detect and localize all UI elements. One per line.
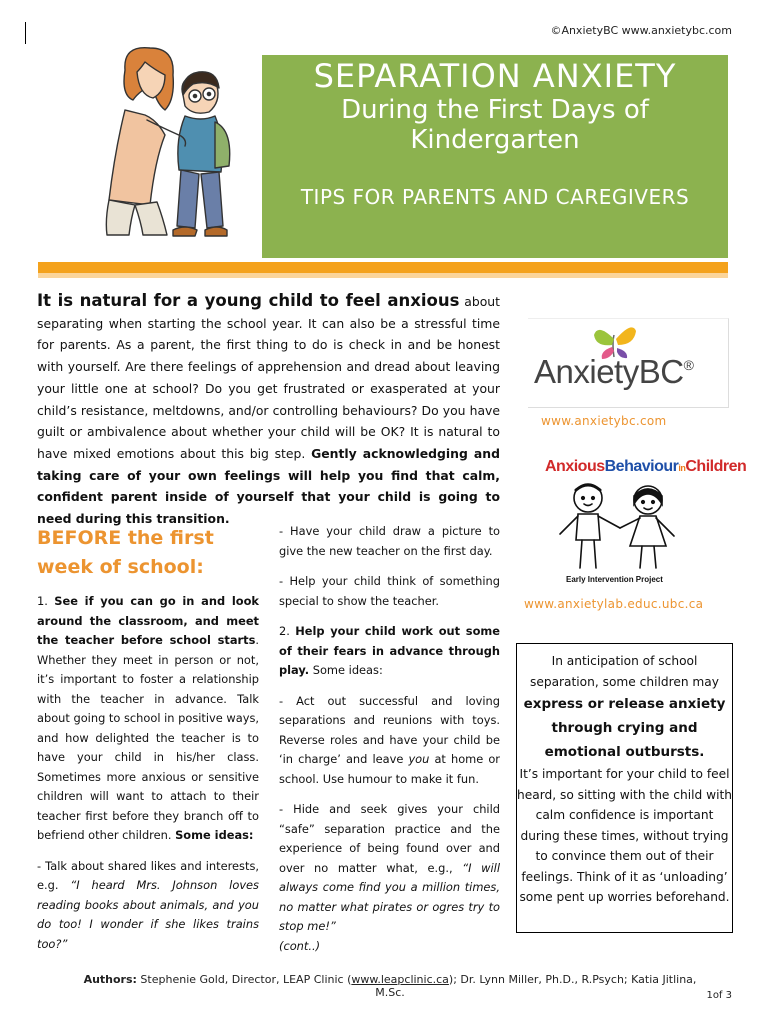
wordmark-text: AnxietyBC bbox=[534, 353, 684, 390]
children-holding-hands-icon bbox=[550, 480, 690, 575]
copyright-notice: ©AnxietyBC www.anxietybc.com bbox=[550, 24, 732, 37]
title-banner bbox=[262, 55, 728, 258]
abc-children: Children bbox=[685, 458, 747, 475]
tip-1-text: . Whether they meet in person or not, it’s important to foster a relationship with the teacher in advance. Talk about going to school in positive ways, and how delighted the teacher is to have your child in his/her class. Sometimes more anxious or sensitive children will want to attach to their teacher first before they branch off to befriend other children. bbox=[37, 633, 260, 842]
registered-mark: ® bbox=[683, 357, 694, 373]
callout-emphasis: express or release anxiety through crying and emotional outbursts. bbox=[523, 696, 726, 760]
subtitle-line-2: Kindergarten bbox=[410, 125, 580, 155]
orange-divider bbox=[38, 262, 728, 278]
authors-footer bbox=[70, 973, 710, 999]
page-title: SEPARATION ANXIETY bbox=[313, 57, 677, 95]
mother-child-illustration bbox=[95, 40, 255, 240]
authors-text-1: Stephenie Gold, Director, LEAP Clinic ( bbox=[136, 973, 352, 986]
idea-show-teacher: - Help your child think of something special to show the teacher. bbox=[279, 574, 500, 608]
column-1 bbox=[37, 592, 259, 965]
tip-2-text: Some ideas: bbox=[309, 663, 383, 677]
callout-box bbox=[516, 643, 733, 933]
tip-1-idea bbox=[37, 857, 259, 955]
abc-project-label: Early Intervention Project bbox=[566, 575, 663, 584]
authors-text-2: ); Dr. Lynn Miller, Ph.D., R.Psych; Katia Jitlina, M.Sc. bbox=[375, 973, 697, 999]
anxietybc-wordmark bbox=[534, 353, 693, 391]
before-heading: BEFORE the first week of school: bbox=[37, 527, 214, 578]
tip-1-ideas: Some ideas: bbox=[175, 828, 254, 842]
callout-body: It’s important for your child to feel heard, so sitting with the child with calm confidence is important during these times, without trying to convince them out of their feelings. Think of it as ‘unloading’ some pent up worries beforehand. bbox=[517, 767, 732, 904]
callout-intro: In anticipation of school separation, some children may bbox=[529, 654, 719, 689]
authors-label: Authors: bbox=[83, 973, 137, 986]
subtitle-line-1: During the First Days of bbox=[341, 95, 649, 125]
anxietybc-link[interactable]: www.anxietybc.com bbox=[541, 414, 667, 428]
tip-2-bold: Help your child work out some of their fears in advance through play. bbox=[279, 624, 500, 677]
page-number: 1of 3 bbox=[706, 990, 732, 1001]
tip-1 bbox=[37, 592, 259, 846]
idea-act-out bbox=[279, 692, 500, 790]
tip-2 bbox=[279, 622, 500, 681]
abc-logo-title bbox=[545, 458, 746, 476]
act-out-text-a: - Act out successful and loving separations and reunions with toys. Reverse roles and have your child be ‘in charge’ and leave bbox=[279, 693, 500, 766]
hide-seek-text: - Hide and seek gives your child “safe” separation practice and the experience of being found over and over no matter what, e.g., bbox=[279, 802, 500, 875]
intro-lead: It is natural for a young child to feel anxious bbox=[37, 291, 460, 310]
text-cursor bbox=[25, 22, 26, 44]
act-out-text-b: at home or school. Use humour to make it fun. bbox=[279, 752, 500, 786]
act-out-you: you bbox=[408, 752, 430, 766]
cont-label: (cont..) bbox=[279, 938, 321, 953]
anxietybc-logo bbox=[528, 318, 729, 408]
intro-paragraph bbox=[37, 290, 500, 530]
continued-note bbox=[279, 937, 500, 957]
tip-1-number: 1. bbox=[37, 594, 55, 608]
idea-draw-picture: - Have your child draw a picture to give the new teacher on the first day. bbox=[279, 524, 500, 558]
idea-text: - Talk about shared likes and interests, e.g. bbox=[37, 858, 259, 892]
intro-text: about separating when starting the school year. It can also be a stressful time for parents. As a parent, the first thing to do is check in and be honest with yourself. Are there feelings of apprehension and dread about leaving your little one at school? Do you get frustrated or exasperated at your child’s resistance, meltdowns, and/or controlling behaviours? Do you have guilt or ambivalence about whether your child will be OK? It is natural to have mixed emotions about this big step. bbox=[37, 294, 500, 461]
tagline: TIPS FOR PARENTS AND CAREGIVERS bbox=[300, 185, 690, 209]
abc-behaviour: Behaviour bbox=[604, 458, 679, 475]
leapclinic-link[interactable]: www.leapclinic.ca bbox=[351, 973, 449, 986]
abc-anxious: Anxious bbox=[545, 458, 605, 475]
column-2 bbox=[279, 522, 500, 967]
tip-2-number: 2. bbox=[279, 624, 296, 638]
idea-quote: “I heard Mrs. Johnson loves reading books about animals, and you do too! I wonder if she likes trains too?” bbox=[37, 878, 259, 951]
hide-seek-quote: “I will always come find you a million times, no matter what pirates or ogres try to stop me!” bbox=[279, 860, 500, 933]
tip-1-bold: See if you can go in and look around the classroom, and meet the teacher before school starts bbox=[37, 594, 259, 647]
abc-in: in bbox=[678, 463, 686, 473]
idea-hide-seek bbox=[279, 800, 500, 937]
intro-bold: Gently acknowledging and taking care of your own feelings will help you find that calm, confident parent inside of yourself that your child is going to need during this transition. bbox=[37, 445, 500, 527]
anxietylab-link[interactable]: www.anxietylab.educ.ubc.ca bbox=[524, 597, 704, 611]
